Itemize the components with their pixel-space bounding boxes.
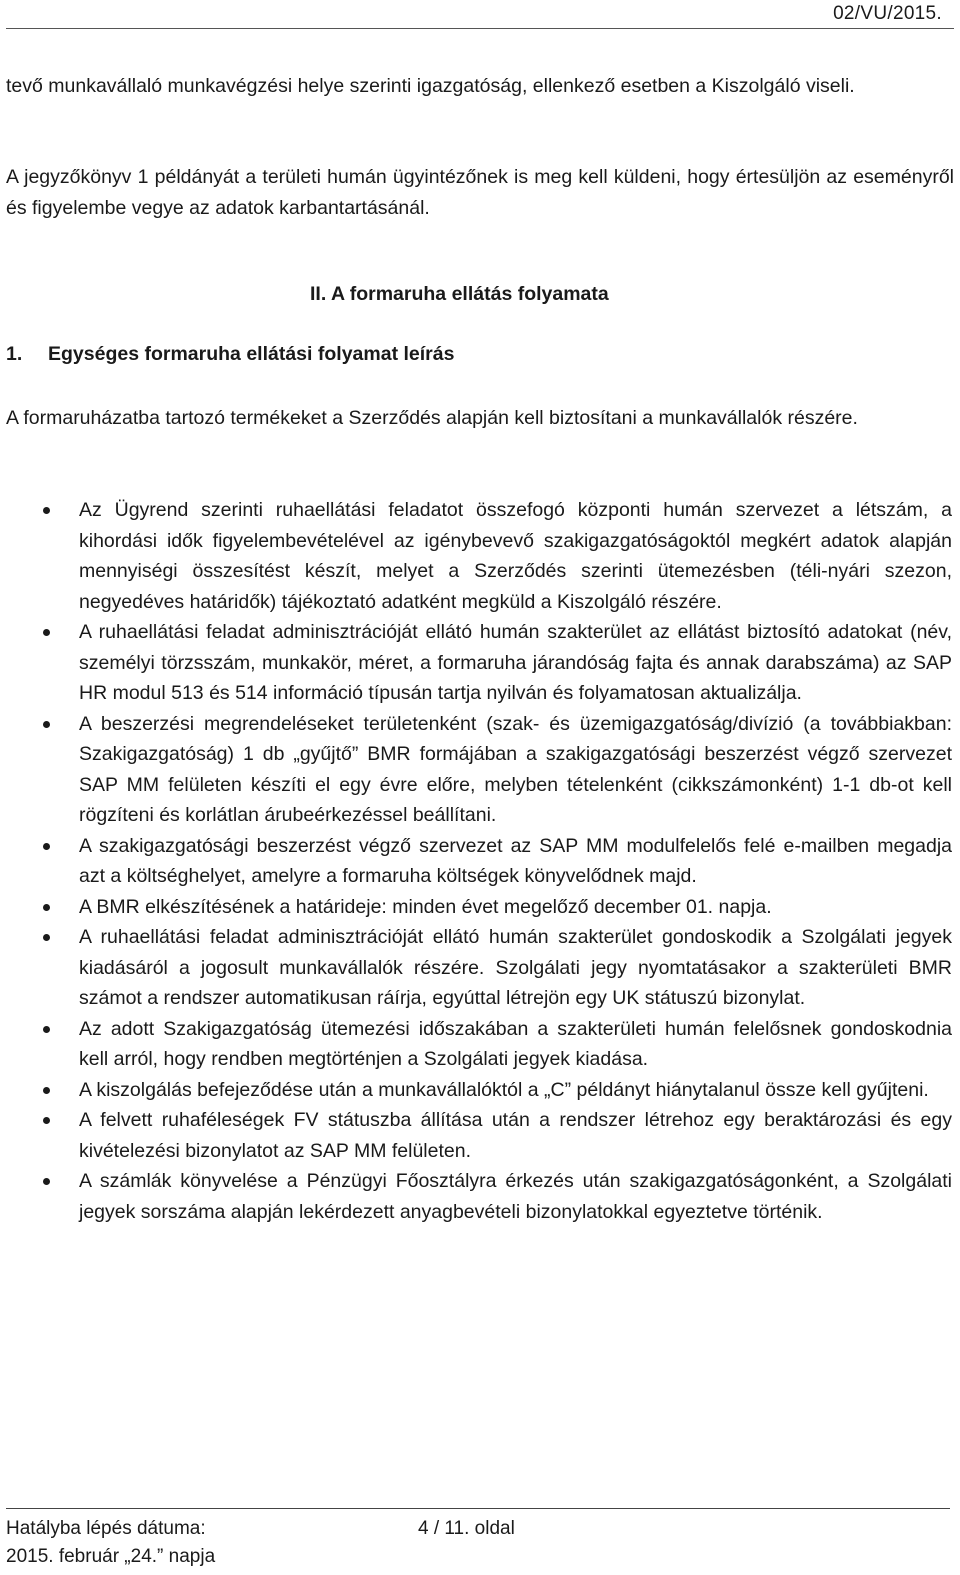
bullet-icon: [43, 1117, 50, 1124]
list-item: [79, 922, 952, 1014]
document-code: 02/VU/2015.: [833, 3, 942, 24]
list-item: [79, 1075, 952, 1106]
header-divider: [6, 28, 954, 29]
bullet-icon: [43, 843, 50, 850]
bullet-icon: [43, 1178, 50, 1185]
list-item-text: Az Ügyrend szerinti ruhaellátási feladatot összefogó központi humán szervezet a létszám, a kihordási idők figyelembevételével az igénybevevő szakigazgatóságoktól megkért adatok alapján mennyiségi összesítést készít, melyet a Szerződés szerinti ütemezésben (téli-nyári szezon, negyedéves határidők) tájékoztató adatként megküld a Kiszolgáló részére.: [79, 499, 952, 613]
list-item-text: A felvett ruhaféleségek FV státuszba állítása után a rendszer létrehoz egy beraktározási és egy kivételezési bizonylatot az SAP MM felületen.: [79, 1109, 952, 1162]
lead-paragraph: A formaruházatba tartozó termékeket a Szerződés alapján kell biztosítani a munkavállalók részére.: [6, 407, 858, 429]
section-title: II. A formaruha ellátás folyamata: [310, 283, 609, 305]
footer-effective-date: [6, 1515, 215, 1571]
list-item-text: A beszerzési megrendeléseket területenként (szak- és üzemigazgatóság/divízió (a továbbiakban: Szakigazgatóság) 1 db „gyűjtő” BMR formájában a szakigazgatósági beszerzést végző szervezet SAP MM felületen készíti el egy évre előre, melyben tételenként (cikkszámonként) 1-1 db-ot kell rögzíteni és korlátlan árubeérkezéssel beállítani.: [79, 712, 952, 826]
list-item: [79, 1014, 952, 1075]
intro-paragraph-1: tevő munkavállaló munkavégzési helye szerinti igazgatóság, ellenkező esetben a Kiszolgáló viseli.: [6, 75, 855, 97]
footer-effective-value: 2015. február „24.” napja: [6, 1546, 216, 1567]
list-item-text: A számlák könyvelése a Pénzügyi Főosztályra érkezés után szakigazgatóságonként, a Szolgálati jegyek sorszáma alapján lekérdezett anyagbevételi bizonylatokkal egyeztetve történik.: [79, 1170, 952, 1223]
list-item-text: Az adott Szakigazgatóság ütemezési időszakában a szakterületi humán felelősnek gondoskodnia kell arról, hogy rendben megtörténjen a Szolgálati jegyek kiadása.: [79, 1017, 952, 1070]
bullet-icon: [43, 1087, 50, 1094]
list-item: [79, 709, 952, 831]
bullet-icon: [43, 721, 50, 728]
list-item-text: A ruhaellátási feladat adminisztrációját ellátó humán szakterület az ellátást biztosító adatokat (név, személyi törzsszám, munkakör, méret, a formaruha járandóság fajta és annak darabszáma) az SAP HR modul 513 és 514 információ típusán tartja nyilván és folyamatosan aktualizálja.: [79, 621, 952, 704]
footer-divider: [6, 1508, 950, 1509]
subsection-title: Egységes formaruha ellátási folyamat leírás: [48, 343, 455, 365]
process-bullet-list: [0, 495, 960, 1227]
list-item: [79, 495, 952, 617]
list-item: [79, 617, 952, 709]
list-item-text: A BMR elkészítésének a határideje: minden évet megelőző december 01. napja.: [79, 895, 772, 918]
subsection-number: 1.: [6, 343, 23, 365]
bullet-icon: [43, 934, 50, 941]
bullet-icon: [43, 507, 50, 514]
bullet-icon: [43, 904, 50, 911]
bullet-icon: [43, 629, 50, 636]
list-item-text: A kiszolgálás befejeződése után a munkavállalóktól a „C” példányt hiánytalanul össze kell gyűjteni.: [79, 1078, 929, 1101]
bullet-icon: [43, 1026, 50, 1033]
list-item: [79, 892, 952, 923]
list-item-text: A szakigazgatósági beszerzést végző szervezet az SAP MM modulfelelős felé e-mailben megadja azt a költséghelyet, amelyre a formaruha költségek könyvelődnek majd.: [79, 834, 952, 887]
list-item-text: A ruhaellátási feladat adminisztrációját ellátó humán szakterület gondoskodik a Szolgálati jegyek kiadásáról a jogosult munkavállalók részére. Szolgálati jegy nyomtatásakor a szakterületi BMR számot a rendszer automatikusan ráírja, egyúttal létrejön egy UK státuszú bizonylat.: [79, 926, 952, 1009]
list-item: [79, 1105, 952, 1166]
list-item: [79, 831, 952, 892]
subsection-heading: [6, 343, 454, 366]
footer-effective-label: Hatályba lépés dátuma:: [6, 1518, 206, 1539]
intro-paragraph-2: A jegyzőkönyv 1 példányát a területi humán ügyintézőnek is meg kell küldeni, hogy értesüljön az eseményről és figyelembe vegye az adatok karbantartásánál.: [6, 166, 954, 219]
list-item: [79, 1166, 952, 1227]
page-number: 4 / 11. oldal: [418, 1518, 515, 1539]
